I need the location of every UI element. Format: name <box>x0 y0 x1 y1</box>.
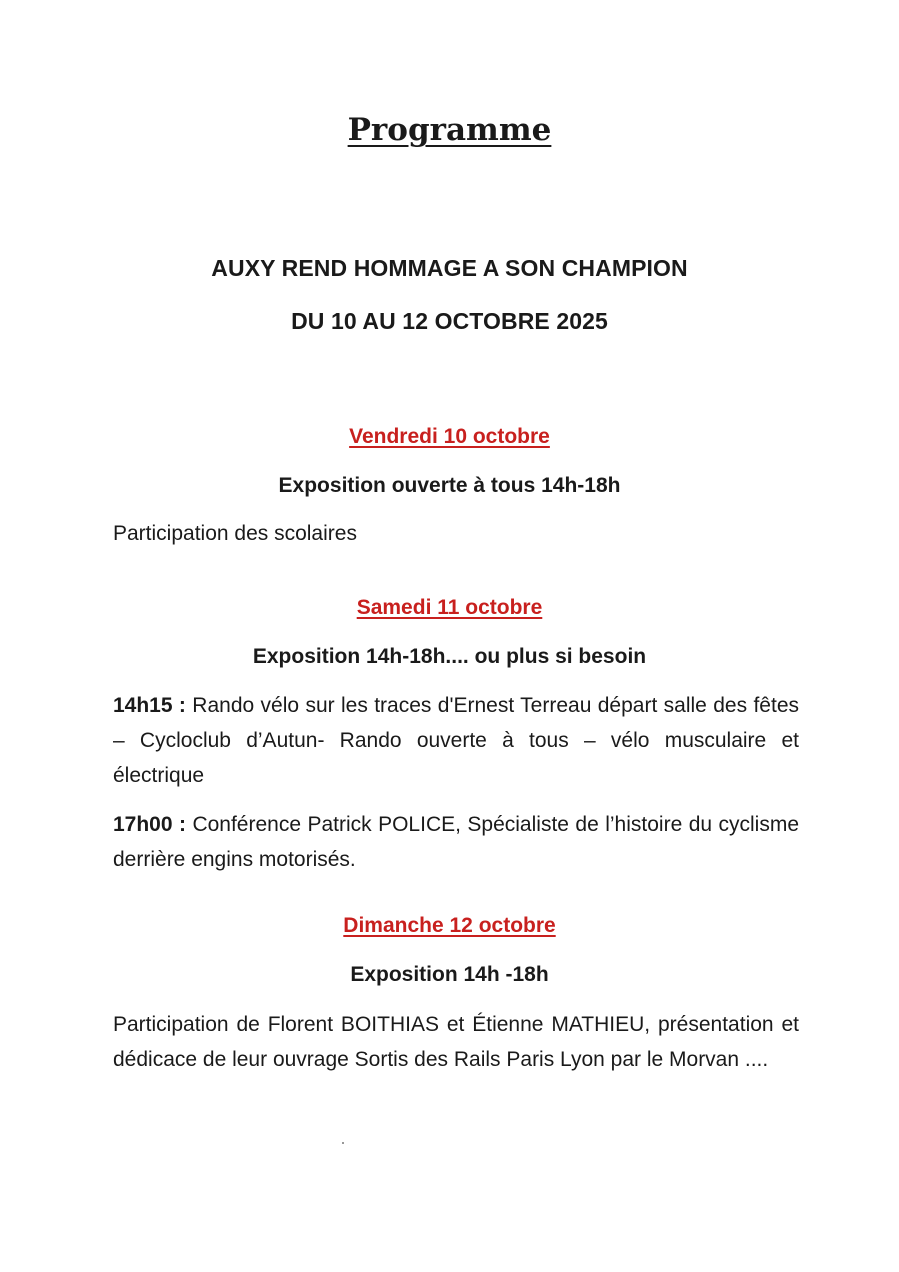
participation-friday: Participation des scolaires <box>113 522 357 545</box>
event-conference <box>113 807 799 877</box>
page-title: Programme <box>347 112 552 148</box>
headline-line-1: AUXY REND HOMMAGE A SON CHAMPION <box>211 255 688 281</box>
event-rando-velo <box>113 688 799 793</box>
day-heading-friday: Vendredi 10 octobre <box>349 425 550 448</box>
event-conference-time: 17h00 : <box>113 813 186 836</box>
event-conference-text: Conférence Patrick POLICE, Spécialiste de l’histoire du cyclisme derrière engins motorisés. <box>113 813 800 871</box>
exposition-sunday: Exposition 14h -18h <box>350 963 549 986</box>
event-rando-time: 14h15 : <box>113 694 186 717</box>
day-heading-sunday: Dimanche 12 octobre <box>343 914 556 937</box>
exposition-saturday: Exposition 14h-18h.... ou plus si besoin <box>252 645 647 668</box>
scan-speck <box>342 1142 344 1144</box>
headline-line-2: DU 10 AU 12 OCTOBRE 2025 <box>291 308 608 334</box>
exposition-friday: Exposition ouverte à tous 14h-18h <box>278 474 621 497</box>
event-rando-text: Rando vélo sur les traces d'Ernest Terreau départ salle des fêtes – Cycloclub d’Autun- Rando ouverte à tous – vélo musculaire et électrique <box>113 694 799 787</box>
day-heading-saturday: Samedi 11 octobre <box>356 596 543 619</box>
participation-sunday: Participation de Florent BOITHIAS et Étienne MATHIEU, présentation et dédicace de leur ouvrage Sortis des Rails Paris Lyon par le Morvan .... <box>113 1013 799 1071</box>
